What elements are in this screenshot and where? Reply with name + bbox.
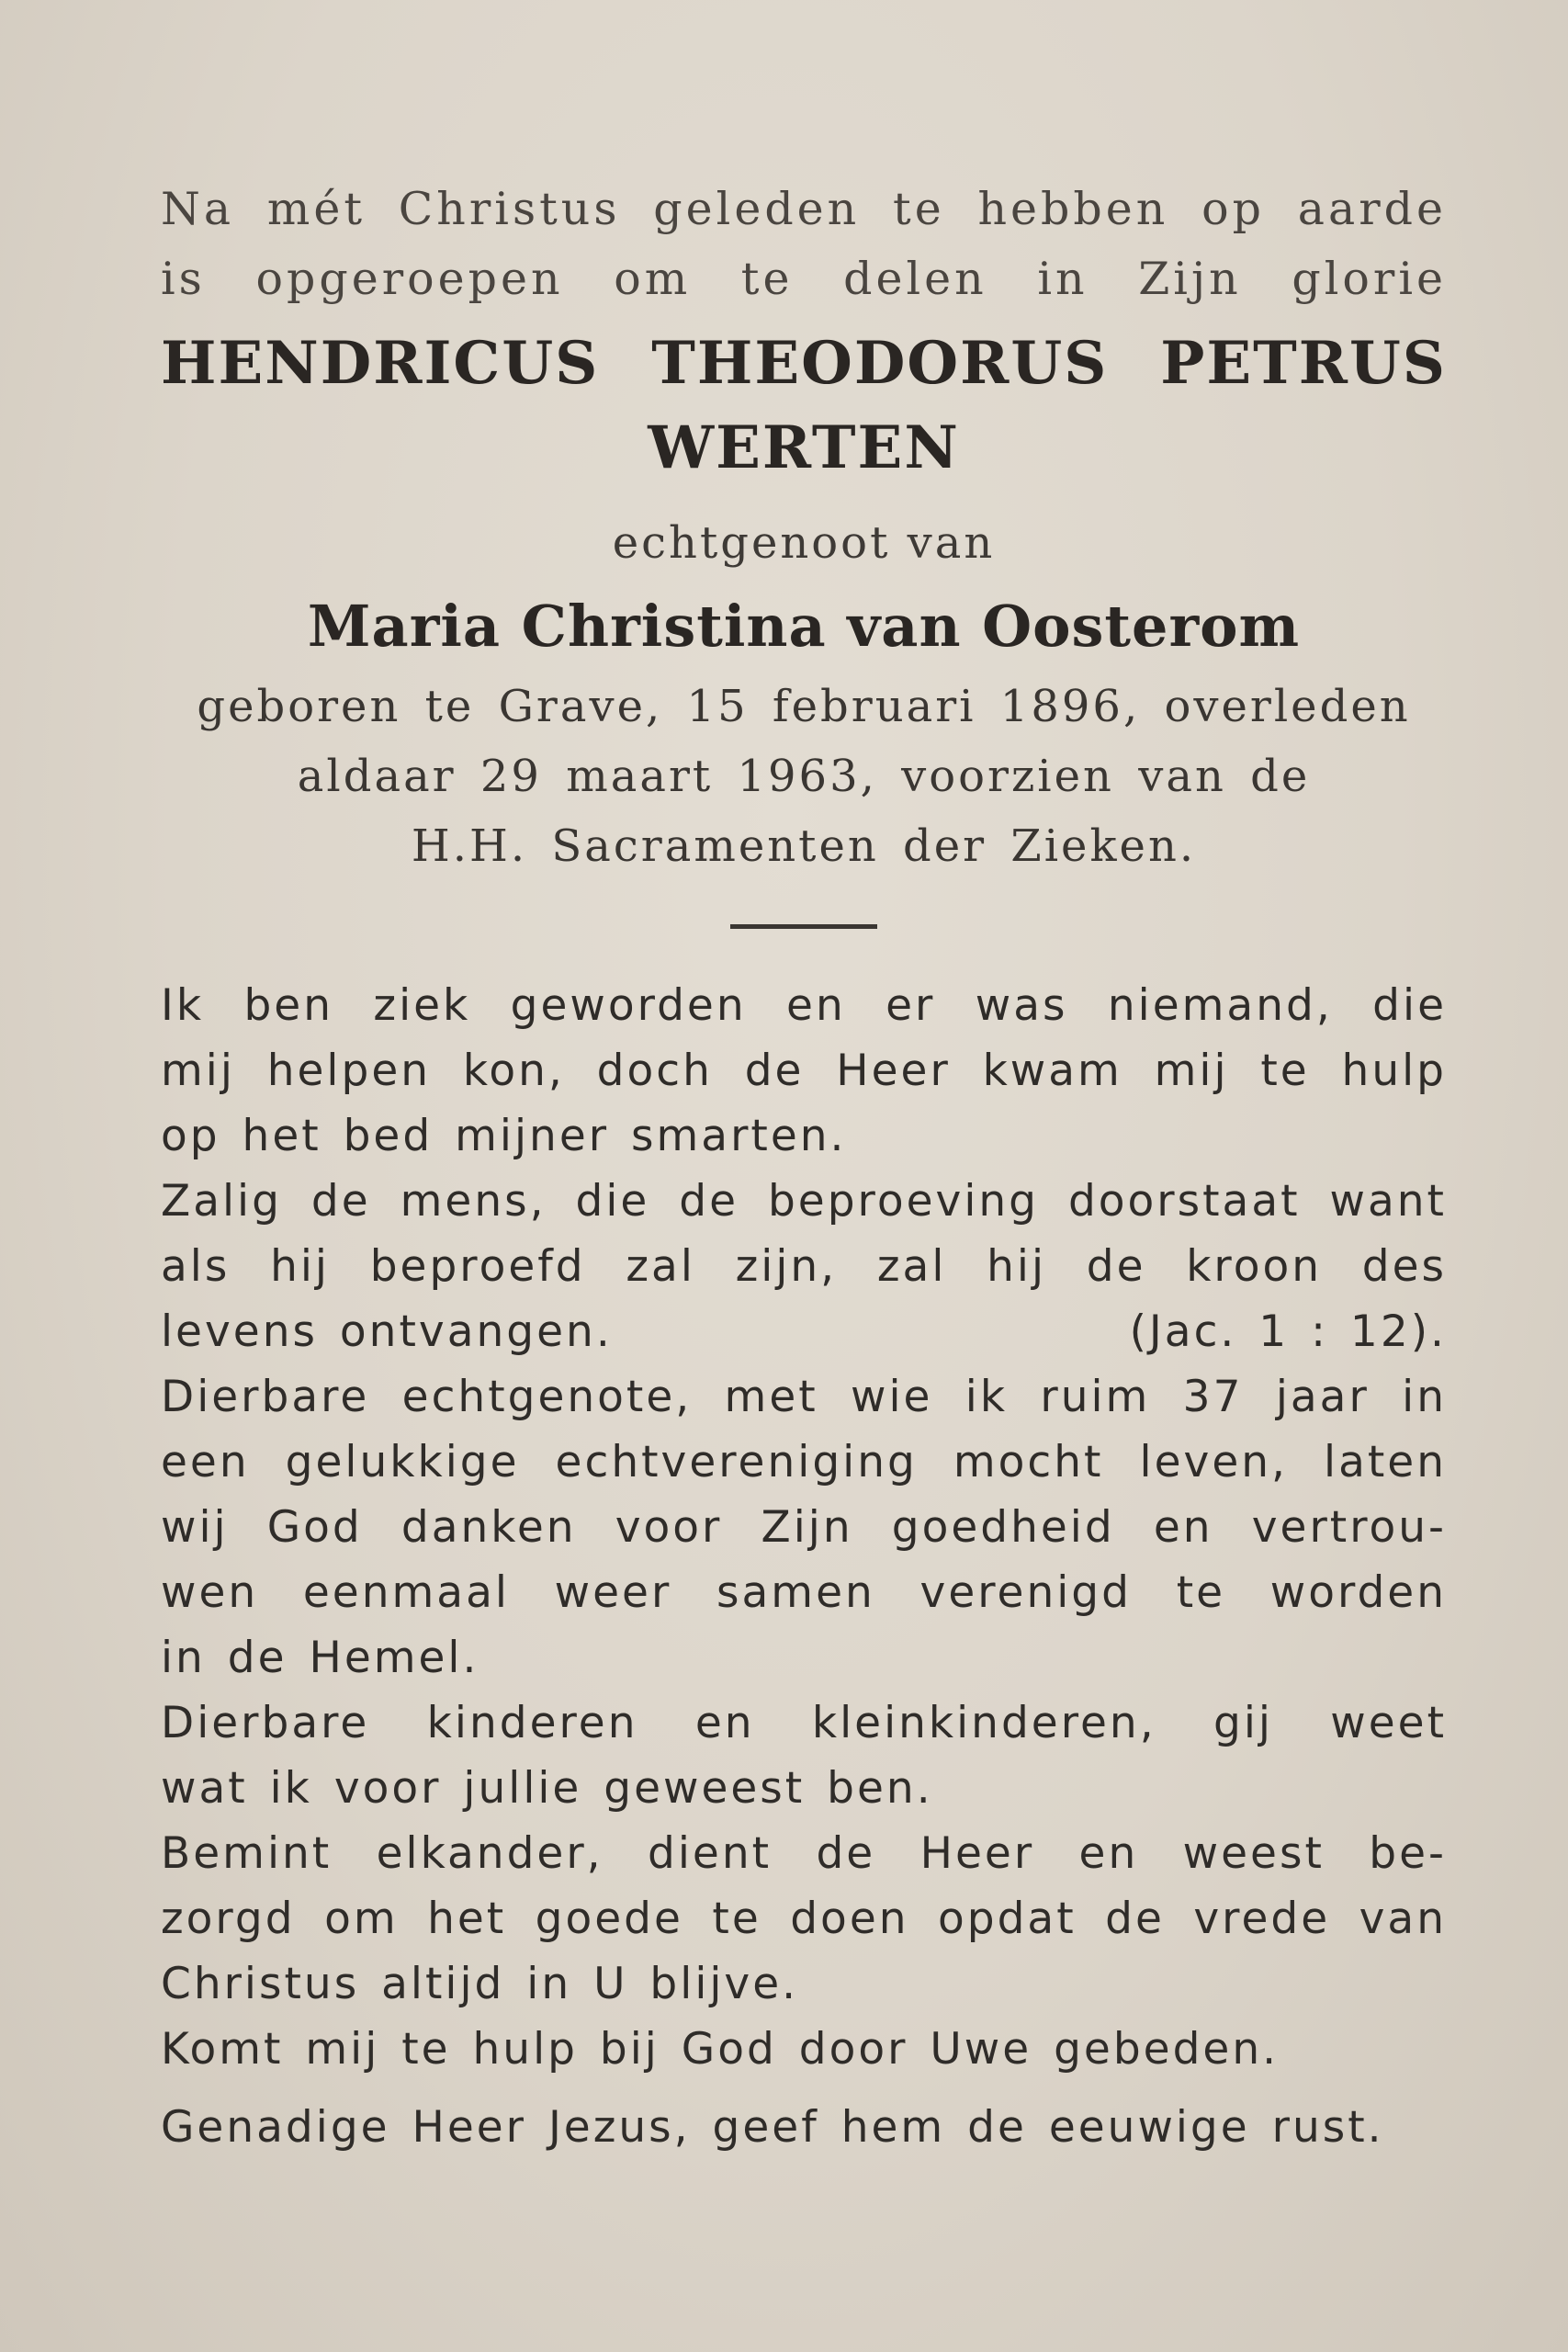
verse-line: zorgd om het goede te doen opdat de vrede van xyxy=(161,1894,1447,1944)
details-line: H.H. Sacramenten der Zieken. xyxy=(411,820,1197,872)
verse-paragraph-5 xyxy=(161,1821,1447,2017)
details-line: geboren te Grave, 15 februari 1896, overleden xyxy=(197,681,1411,732)
verse-line: een gelukkige echtvereniging mocht leven, laten xyxy=(161,1437,1447,1487)
intro-line: Na mét Christus geleden te hebben op aarde xyxy=(161,183,1447,235)
verse-paragraph-6 xyxy=(161,2017,1447,2082)
verse-paragraph-7 xyxy=(161,2095,1447,2160)
birth-death-details xyxy=(161,674,1447,878)
details-line: aldaar 29 maart 1963, voorzien van de xyxy=(297,751,1311,802)
closing-prayer: Genadige Heer Jezus, geef hem de eeuwige rust. xyxy=(161,2102,1384,2153)
verse-paragraph-1 xyxy=(161,973,1447,1169)
spouse-name: Maria Christina van Oosterom xyxy=(307,593,1301,660)
verse-line: in de Hemel. xyxy=(161,1633,479,1683)
verse-line: wij God danken voor Zijn goedheid en vertrou- xyxy=(161,1502,1447,1553)
verse-line: Bemint elkander, dient de Heer en weest be- xyxy=(161,1828,1447,1879)
verse-line-with-reference xyxy=(161,1299,1447,1364)
deceased-name-line1: HENDRICUS THEODORUS PETRUS xyxy=(161,329,1447,398)
verse-paragraph-4 xyxy=(161,1690,1447,1821)
intro-line: is opgeroepen om te delen in Zijn glorie xyxy=(161,253,1447,305)
verse-line: Ik ben ziek geworden en er was niemand, die xyxy=(161,980,1447,1031)
verse-line: mij helpen kon, doch de Heer kwam mij te hulp xyxy=(161,1046,1447,1096)
verse-line: op het bed mijner smarten. xyxy=(161,1111,847,1161)
spouse-label: echtgenoot van xyxy=(612,517,996,569)
verse-line: Dierbare echtgenote, met wie ik ruim 37 jaar in xyxy=(161,1372,1447,1422)
verse-line: Komt mij te hulp bij God door Uwe gebeden. xyxy=(161,2024,1280,2075)
verse-line: wen eenmaal weer samen verenigd te worden xyxy=(161,1567,1447,1618)
intro-text xyxy=(161,175,1447,314)
verse-paragraph-2 xyxy=(161,1169,1447,1364)
verse-line: levens ontvangen. xyxy=(161,1306,613,1357)
verse-line: Zalig de mens, die de beproeving doorstaat want xyxy=(161,1176,1447,1227)
bible-reference: (Jac. 1 : 12). xyxy=(1129,1306,1447,1357)
card-content xyxy=(161,175,1447,2160)
verse-line: als hij beproefd zal zijn, zal hij de kroon des xyxy=(161,1241,1447,1292)
verse-line: wat ik voor jullie geweest ben. xyxy=(161,1763,933,1814)
verse-paragraph-3 xyxy=(161,1364,1447,1690)
verse-line: Dierbare kinderen en kleinkinderen, gij weet xyxy=(161,1698,1447,1748)
divider-rule xyxy=(730,924,877,929)
verse-text xyxy=(161,973,1447,2160)
deceased-name-line2: WERTEN xyxy=(648,413,960,482)
verse-line: Christus altijd in U blijve. xyxy=(161,1959,799,2009)
